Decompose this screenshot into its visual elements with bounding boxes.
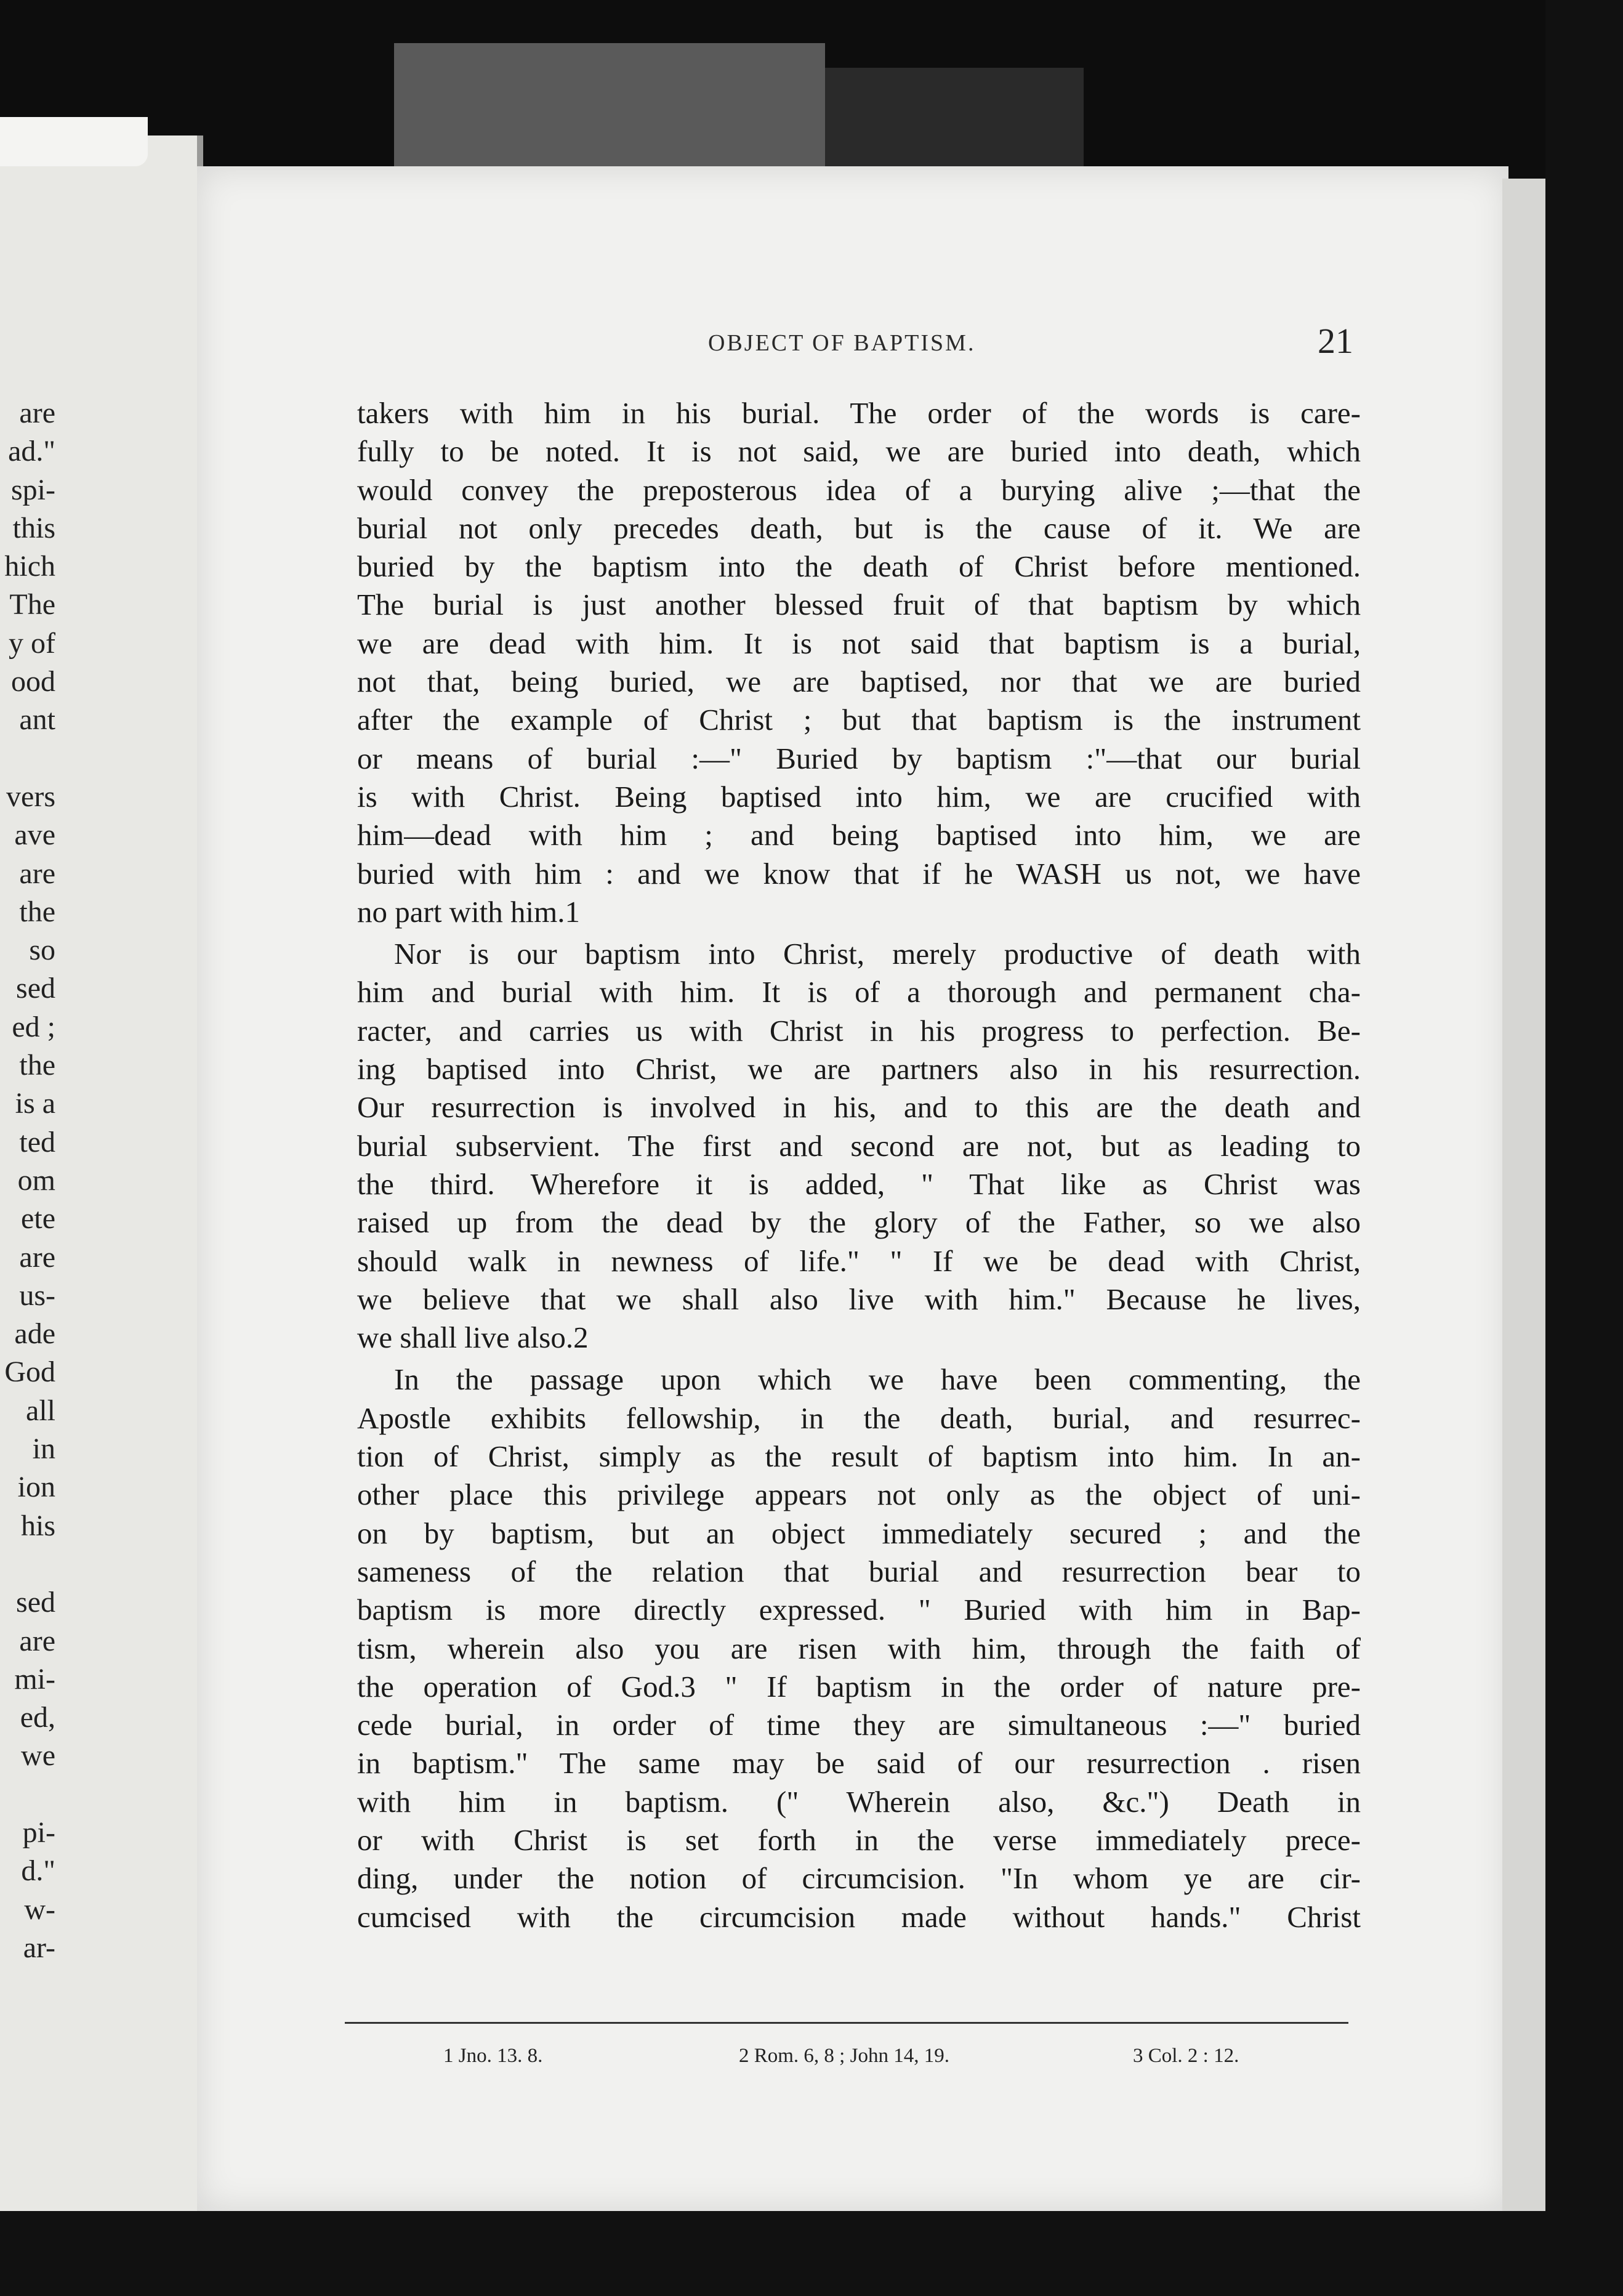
text-line: we believe that we shall also live with him." Because he lives,: [357, 1282, 1361, 1316]
facing-page-fragment: are: [19, 397, 55, 429]
text-line: buried by the baptism into the death of Christ before mentioned.: [357, 549, 1361, 584]
page-number: 21: [1318, 321, 1353, 361]
text-line: or means of burial :—" Buried by baptism :"—that our burial: [357, 741, 1361, 775]
facing-page-fragment: ete: [21, 1202, 55, 1235]
facing-page-fragment: spi-: [11, 473, 55, 506]
text-line: ding, under the notion of circumcision. "In whom ye are cir-: [357, 1861, 1361, 1896]
text-line: not that, being buried, we are baptised, nor that we are buried: [357, 665, 1361, 699]
facing-page-fragment: us-: [19, 1279, 55, 1312]
facing-page-text-fragments: [0, 394, 55, 1967]
text-line: other place this privilege appears not only as the object of uni-: [357, 1477, 1361, 1512]
binding-spine: [394, 43, 825, 179]
text-line: The burial is just another blessed fruit of that baptism by which: [357, 588, 1361, 622]
text-line: burial subservient. The first and second are not, but as leading to: [357, 1128, 1361, 1163]
text-line: tism, wherein also you are risen with him, through the faith of: [357, 1631, 1361, 1665]
facing-page-fragment: this: [12, 511, 55, 544]
facing-page-fragment: w-: [24, 1893, 55, 1926]
binding-shadow: [825, 68, 1084, 179]
scan-background-right: [1545, 0, 1623, 2296]
page-edge-shadow: [1502, 179, 1545, 2211]
facing-page-fragment: The: [9, 588, 55, 621]
text-line: fully to be noted. It is not said, we are buried into death, which: [357, 434, 1361, 469]
text-line: after the example of Christ ; but that baptism is the instrument: [357, 703, 1361, 737]
text-line: no part with him.1: [357, 894, 581, 929]
facing-page-fragment: ood: [11, 665, 55, 698]
text-line: in baptism." The same may be said of our resurrection . risen: [357, 1746, 1361, 1781]
footnote-3: 3 Col. 2 : 12.: [1133, 2045, 1239, 2067]
facing-page-fragment: are: [19, 1240, 55, 1274]
facing-page-fragment: are: [19, 857, 55, 890]
text-line: In the passage upon which we have been commenting, the: [394, 1362, 1361, 1397]
text-line: we are dead with him. It is not said that baptism is a burial,: [357, 626, 1361, 660]
facing-page-fragment: ar-: [23, 1931, 55, 1964]
facing-page-fragment: the: [19, 895, 55, 928]
facing-page-fragment: [0, 1545, 55, 1583]
facing-page-fragment: ed ;: [12, 1010, 55, 1043]
facing-page-fragment: mi-: [14, 1662, 55, 1696]
text-line: takers with him in his burial. The order of the words is care-: [357, 396, 1361, 430]
footnote-divider: [345, 2022, 1348, 2024]
facing-page-fragment: om: [17, 1163, 55, 1197]
text-line: raised up from the dead by the glory of the Father, so we also: [357, 1205, 1361, 1240]
text-line: racter, and carries us with Christ in his progress to perfection. Be-: [357, 1013, 1361, 1048]
text-line: the operation of God.3 " If baptism in the order of nature pre-: [357, 1669, 1361, 1704]
text-line: burial not only precedes death, but is the cause of it. We are: [357, 511, 1361, 545]
facing-page-fragment: ion: [17, 1471, 55, 1504]
footnote-1: 1 Jno. 13. 8.: [443, 2045, 543, 2067]
text-line: we shall live also.2: [357, 1320, 589, 1355]
facing-page-fragment: ave: [14, 819, 55, 852]
facing-page-fragment: we: [21, 1739, 55, 1773]
text-line: ing baptised into Christ, we are partners also in his resurrection.: [357, 1052, 1361, 1086]
text-line: should walk in newness of life." " If we be dead with Christ,: [357, 1243, 1361, 1278]
facing-page-fragment: the: [19, 1049, 55, 1082]
facing-page-fragment: ed,: [20, 1701, 55, 1734]
text-line: would convey the preposterous idea of a burying alive ;—that the: [357, 472, 1361, 507]
text-line: is with Christ. Being baptised into him, we are crucified with: [357, 779, 1361, 814]
facing-page-fragment: sed: [16, 972, 55, 1005]
facing-page-fragment: hich: [4, 550, 55, 583]
facing-page-fragment: ade: [14, 1317, 55, 1351]
text-line: buried with him : and we know that if he WASH us not, we have: [357, 856, 1361, 891]
facing-page-fragment: his: [20, 1509, 55, 1542]
text-line: baptism is more directly expressed. " Buried with him in Bap-: [357, 1593, 1361, 1627]
running-head: OBJECT OF BAPTISM.: [708, 330, 976, 356]
text-line: him and burial with him. It is of a thorough and permanent cha-: [357, 975, 1361, 1009]
text-line: the third. Wherefore it is added, " That like as Christ was: [357, 1166, 1361, 1201]
facing-page-fragment: [0, 1776, 55, 1814]
text-line: or with Christ is set forth in the verse immediately prece-: [357, 1822, 1361, 1857]
facing-page-fragment: d.": [21, 1854, 55, 1888]
facing-page-fragment: [0, 740, 55, 778]
text-line: Apostle exhibits fellowship, in the death, burial, and resurrec-: [357, 1401, 1361, 1435]
facing-page-fragment: ant: [19, 703, 55, 737]
facing-page-fragment: God: [4, 1356, 55, 1389]
text-line: with him in baptism. (" Wherein also, &c.") Death in: [357, 1784, 1361, 1819]
text-line: on by baptism, but an object immediately secured ; and the: [357, 1516, 1361, 1550]
facing-page-fragment: ad.": [8, 435, 55, 468]
scan-background-bottom: [0, 2211, 1623, 2296]
facing-page-fragment: all: [26, 1394, 55, 1427]
text-line: tion of Christ, simply as the result of baptism into him. In an-: [357, 1439, 1361, 1474]
text-line: cede burial, in order of time they are simultaneous :—" buried: [357, 1708, 1361, 1742]
facing-page-fragment: are: [19, 1624, 55, 1657]
facing-page-fragment: is a: [15, 1087, 55, 1120]
text-line: sameness of the relation that burial and resurrection bear to: [357, 1554, 1361, 1588]
text-line: cumcised with the circumcision made without hands." Christ: [357, 1899, 1361, 1934]
facing-page-edge: [0, 117, 148, 166]
text-line: him—dead with him ; and being baptised into him, we are: [357, 818, 1361, 852]
facing-page-fragment: in: [32, 1433, 55, 1466]
text-line: Our resurrection is involved in his, and to this are the death and: [357, 1090, 1361, 1125]
facing-page-fragment: ted: [19, 1125, 55, 1158]
body-text: [357, 394, 1361, 1936]
footnote-2: 2 Rom. 6, 8 ; John 14, 19.: [739, 2045, 949, 2067]
facing-page-fragment: sed: [16, 1586, 55, 1619]
text-line: Nor is our baptism into Christ, merely productive of death with: [394, 937, 1361, 971]
facing-page-fragment: pi-: [22, 1816, 55, 1849]
facing-page-fragment: so: [29, 934, 55, 967]
facing-page-fragment: vers: [6, 780, 55, 813]
facing-page-fragment: y of: [9, 626, 55, 660]
